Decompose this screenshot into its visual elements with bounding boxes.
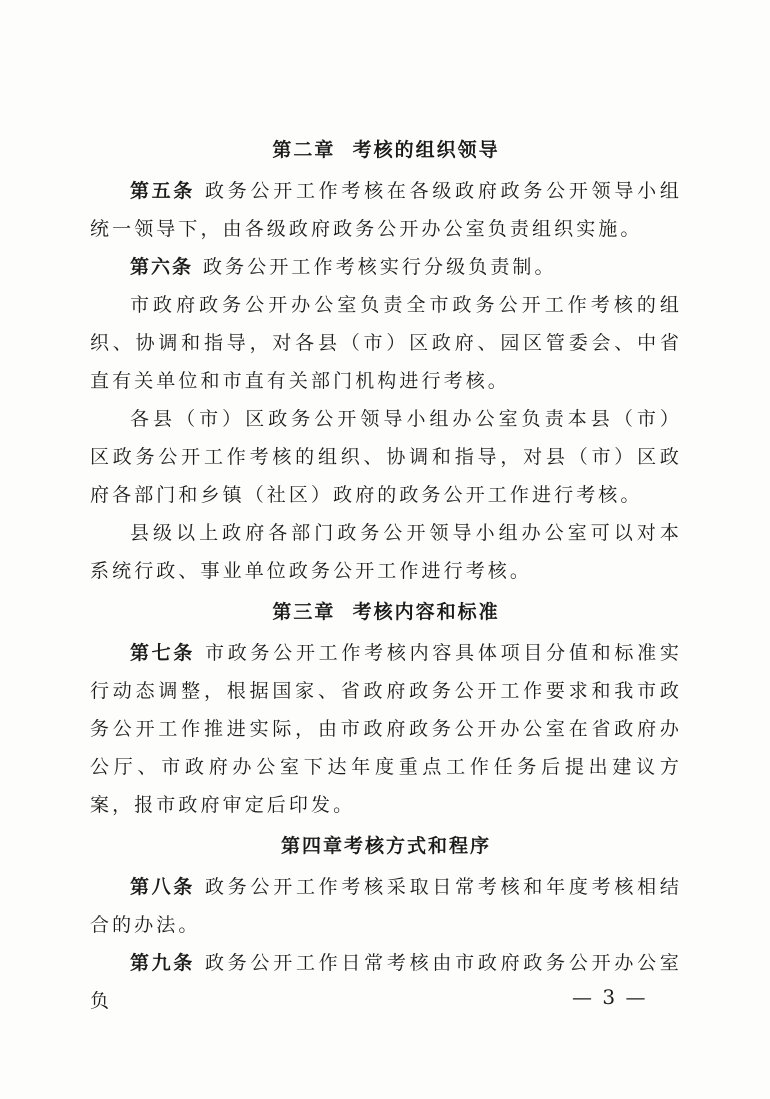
article-text: 市政府政务公开办公室负责全市政务公开工作考核的组织、协调和指导，对各县（市）区政府、园区管委会、中省直有关单位和市直有关部门机构进行考核。 (90, 294, 682, 392)
article-paragraph (90, 400, 682, 514)
article-paragraph (90, 286, 682, 400)
article-paragraph (90, 868, 682, 944)
article-text: 政务公开工作考核采取日常考核和年度考核相结合的办法。 (90, 876, 682, 936)
chapter-heading: 第二章 考核的组织领导 (272, 139, 500, 161)
article-text: 市政务公开工作考核内容具体项目分值和标准实行动态调整，根据国家、省政府政务公开工作要求和我市政务公开工作推进实际，由市政府政务公开办公室在省政府办公厅、市政府办公室下达年度重点工作任务后提出建议方案，报市政府审定后印发。 (90, 642, 682, 816)
article-text: 政务公开工作日常考核由市政府政务公开办公室负 (90, 952, 682, 1012)
article-text: 县级以上政府各部门政务公开领导小组办公室可以对本系统行政、事业单位政务公开工作进行考核。 (90, 522, 682, 582)
article-paragraph (90, 172, 682, 248)
chapter-heading: 第四章考核方式和程序 (280, 835, 491, 857)
article-number: 第九条 (130, 952, 195, 974)
article-paragraph (90, 248, 682, 286)
article-text: 政务公开工作考核实行分级负责制。 (203, 256, 557, 278)
article-number: 第六条 (130, 256, 194, 278)
article-number: 第五条 (130, 180, 195, 202)
chapter-heading: 第三章 考核内容和标准 (272, 601, 500, 623)
article-paragraph (90, 634, 682, 824)
article-text: 政务公开工作考核在各级政府政务公开领导小组统一领导下，由各级政府政务公开办公室负责组织实施。 (90, 180, 682, 240)
page-number: — 3 — (572, 985, 648, 1009)
article-number: 第七条 (130, 642, 195, 664)
article-paragraph (90, 514, 682, 590)
article-text: 各县（市）区政务公开领导小组办公室负责本县（市）区政务公开工作考核的组织、协调和指导，对县（市）区政府各部门和乡镇（社区）政府的政务公开工作进行考核。 (90, 408, 682, 506)
article-number: 第八条 (130, 876, 195, 898)
document-body (90, 128, 682, 1020)
